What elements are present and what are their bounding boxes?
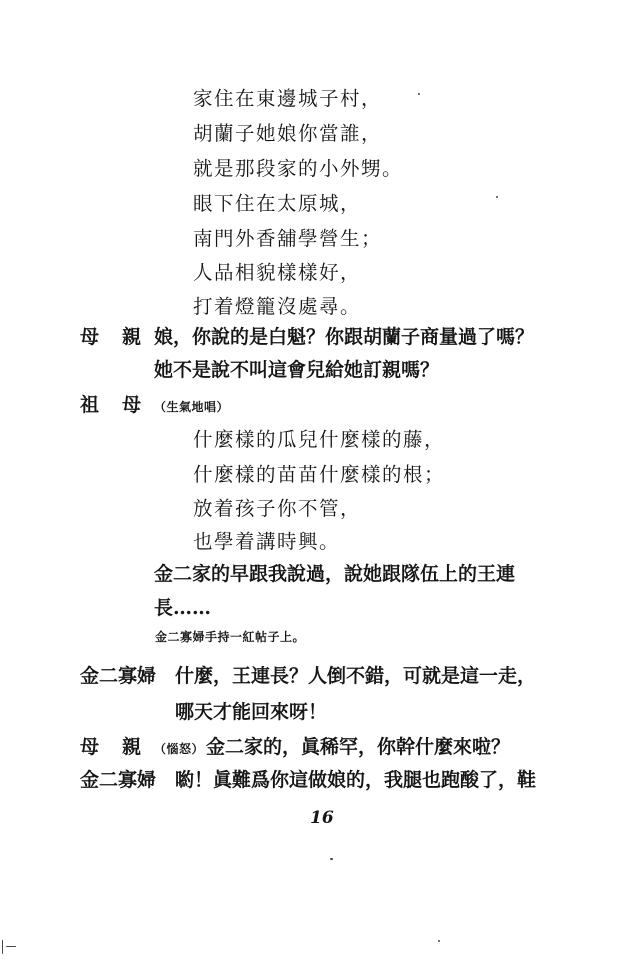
verse-line: 什麼樣的苗苗什麼樣的根；	[193, 463, 446, 486]
scan-edge-mark	[2, 940, 3, 954]
scan-edge-mark	[6, 946, 16, 947]
verse-line: 胡蘭子她娘你當誰，	[193, 122, 383, 145]
dialogue-line: 什麼，王連長？人倒不錯，可就是這一走，	[175, 665, 537, 687]
scan-speck	[330, 858, 333, 860]
speaker-widow: 金二寡婦	[80, 665, 157, 687]
speaker-widow: 金二寡婦	[80, 769, 157, 791]
verse-line: 就是那段家的小外甥。	[193, 157, 404, 180]
stage-direction: 金二寡婦手持一紅帖子上。	[155, 630, 306, 644]
verse-line: 也學着講時興。	[193, 530, 341, 553]
verse-line: 南門外香舖學營生；	[193, 227, 383, 250]
dialogue-line: 金二家的，眞稀罕，你幹什麼來啦？	[206, 736, 511, 758]
scan-speck	[438, 940, 440, 942]
dialogue-line: 喲！眞難爲你這做娘的，我腿也跑酸了，鞋	[175, 769, 537, 791]
verse-line: 打着燈籠沒處尋。	[193, 295, 362, 318]
dialogue-line: 金二家的早跟我說過，說她跟隊伍上的王連	[154, 563, 516, 585]
speaker-mother: 母 親	[80, 736, 144, 758]
verse-line: 什麼樣的瓜兒什麼樣的藤，	[193, 428, 446, 451]
verse-line: 放着孩子你不管，	[193, 497, 362, 520]
scan-speck	[418, 93, 420, 95]
stage-direction: （惱怒）	[154, 742, 205, 756]
speaker-grandmother: 祖 母	[80, 394, 144, 416]
speaker-mother: 母 親	[80, 326, 144, 348]
scan-speck	[496, 196, 498, 198]
page-number: 16	[310, 808, 334, 828]
dialogue-line: 她不是說不叫這會兒給她訂親嗎？	[154, 359, 440, 381]
dialogue-line: 哪天才能回來呀！	[175, 701, 328, 723]
dialogue-line: 長……	[154, 597, 212, 619]
stage-direction: （生氣地唱）	[154, 400, 230, 414]
verse-line: 眼下住在太原城，	[193, 192, 362, 215]
verse-line: 人品相貌樣樣好，	[193, 261, 362, 284]
verse-line: 家住在東邊城子村，	[193, 87, 383, 110]
dialogue-line: 娘，你說的是白魁？你跟胡蘭子商量過了嗎？	[154, 326, 535, 348]
